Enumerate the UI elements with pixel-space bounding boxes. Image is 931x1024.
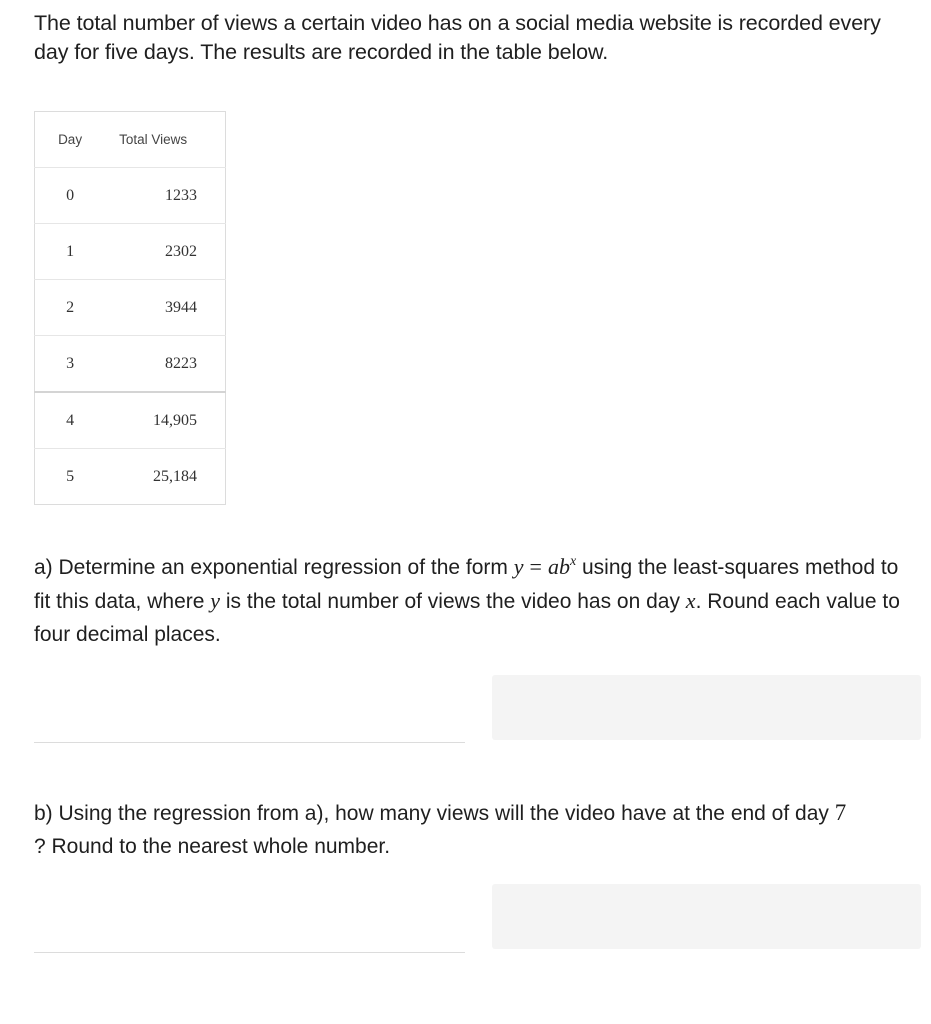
question-a-prefix: a) Determine an exponential regression of the form bbox=[34, 556, 514, 579]
problem-intro: The total number of views a certain video has on a social media website is recorded every day for five days. The results are recorded in the table below. bbox=[34, 11, 881, 64]
answer-b-underline bbox=[34, 952, 465, 953]
views-table bbox=[34, 111, 226, 505]
cell-day: 4 bbox=[35, 392, 106, 449]
variable-y: y bbox=[210, 588, 221, 613]
question-b-prefix: b) Using the regression from a), how many views will the video have at the end of day bbox=[34, 802, 835, 825]
equation-operator: = bbox=[529, 554, 542, 579]
cell-day: 2 bbox=[35, 280, 106, 336]
question-a-middle: using the least-squares method to fit this data, where bbox=[34, 556, 899, 613]
answer-a-input[interactable] bbox=[492, 675, 921, 740]
cell-day: 3 bbox=[35, 336, 106, 393]
cell-total-views: 25,184 bbox=[153, 467, 197, 485]
cell-total-views: 2302 bbox=[105, 224, 225, 280]
cell-day: 5 bbox=[66, 467, 75, 485]
table-row bbox=[35, 168, 226, 224]
table-row bbox=[35, 224, 226, 280]
question-b-end: ? Round to the nearest whole number. bbox=[34, 835, 391, 858]
table-row bbox=[35, 392, 226, 449]
question-a-middle2: is the total number of views the video has on day bbox=[220, 590, 686, 613]
cell-day: 1 bbox=[35, 224, 106, 280]
question-a-end: . Round each value to four decimal places. bbox=[34, 590, 900, 646]
day-number: 7 bbox=[834, 800, 847, 825]
table-header-row bbox=[35, 112, 226, 168]
table-row bbox=[35, 449, 226, 505]
cell-day: 0 bbox=[35, 168, 106, 224]
cell-total-views: 1233 bbox=[105, 168, 225, 224]
table-row bbox=[35, 280, 226, 336]
equation-exponent: x bbox=[569, 554, 577, 569]
table-row bbox=[35, 336, 226, 393]
cell-total-views: 14,905 bbox=[105, 392, 225, 449]
column-header-day: Day bbox=[35, 112, 106, 168]
question-a bbox=[34, 550, 914, 651]
answer-b-input[interactable] bbox=[492, 884, 921, 949]
equation-rhs bbox=[548, 554, 576, 579]
variable-x: x bbox=[685, 588, 696, 613]
cell-total-views: 8223 bbox=[105, 336, 225, 393]
answer-a-underline bbox=[34, 742, 465, 743]
equation-base: ab bbox=[547, 554, 570, 579]
question-b bbox=[34, 796, 914, 863]
equation-lhs: y bbox=[513, 554, 524, 579]
cell-total-views: 3944 bbox=[105, 280, 225, 336]
column-header-total-views: Total Views bbox=[105, 112, 225, 168]
